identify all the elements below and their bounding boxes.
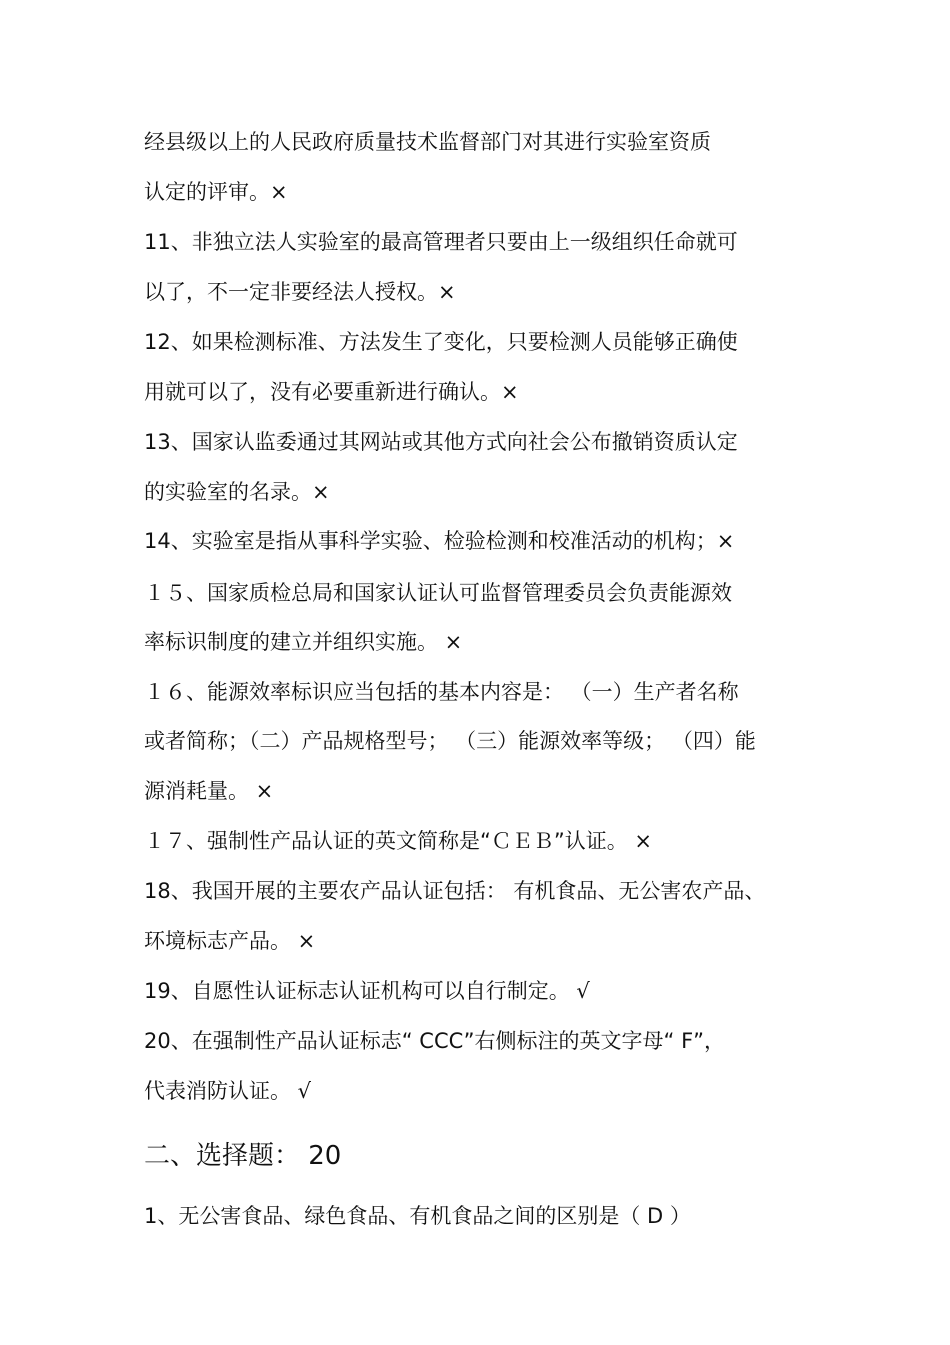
text-line: 14、实验室是指从事科学实验、检验检测和校准活动的机构；× — [144, 529, 735, 553]
text-line: 或者简称；（二）产品规格型号； （三）能源效率等级； （四）能 — [144, 729, 756, 753]
text-line: 认定的评审。× — [144, 180, 288, 204]
text-line: １７、强制性产品认证的英文简称是“ＣＥＢ”认证。 × — [144, 829, 653, 853]
text-line: 环境标志产品。 × — [144, 929, 316, 953]
text-line: 12、如果检测标准、方法发生了变化，只要检测人员能够正确使 — [144, 330, 738, 354]
text-line: 以了，不一定非要经法人授权。× — [144, 280, 456, 304]
text-line: 率标识制度的建立并组织实施。 × — [144, 630, 463, 654]
text-line: １５、国家质检总局和国家认证认可监督管理委员会负责能源效 — [144, 581, 732, 605]
text-line: 用就可以了，没有必要重新进行确认。× — [144, 380, 519, 404]
text-line: 13、国家认监委通过其网站或其他方式向社会公布撤销资质认定 — [144, 430, 738, 454]
text-line: 18、我国开展的主要农产品认证包括： 有机食品、无公害农产品、 — [144, 879, 766, 903]
text-line: 经县级以上的人民政府质量技术监督部门对其进行实验室资质 — [144, 130, 711, 154]
text-line: 的实验室的名录。× — [144, 480, 330, 504]
section-heading: 二、选择题： 20 — [144, 1141, 342, 1171]
text-line: １６、能源效率标识应当包括的基本内容是： （一）生产者名称 — [144, 680, 739, 704]
text-line: 代表消防认证。 √ — [144, 1079, 312, 1103]
text-line: 19、自愿性认证标志认证机构可以自行制定。 √ — [144, 979, 590, 1003]
text-line: 源消耗量。 × — [144, 779, 274, 803]
text-line: 20、在强制性产品认证标志“ CCC”右侧标注的英文字母“ F”， — [144, 1029, 726, 1053]
text-line: 11、非独立法人实验室的最高管理者只要由上一级组织任命就可 — [144, 230, 738, 254]
question-line: 1、无公害食品、绿色食品、有机食品之间的区别是（ D ） — [144, 1204, 691, 1228]
